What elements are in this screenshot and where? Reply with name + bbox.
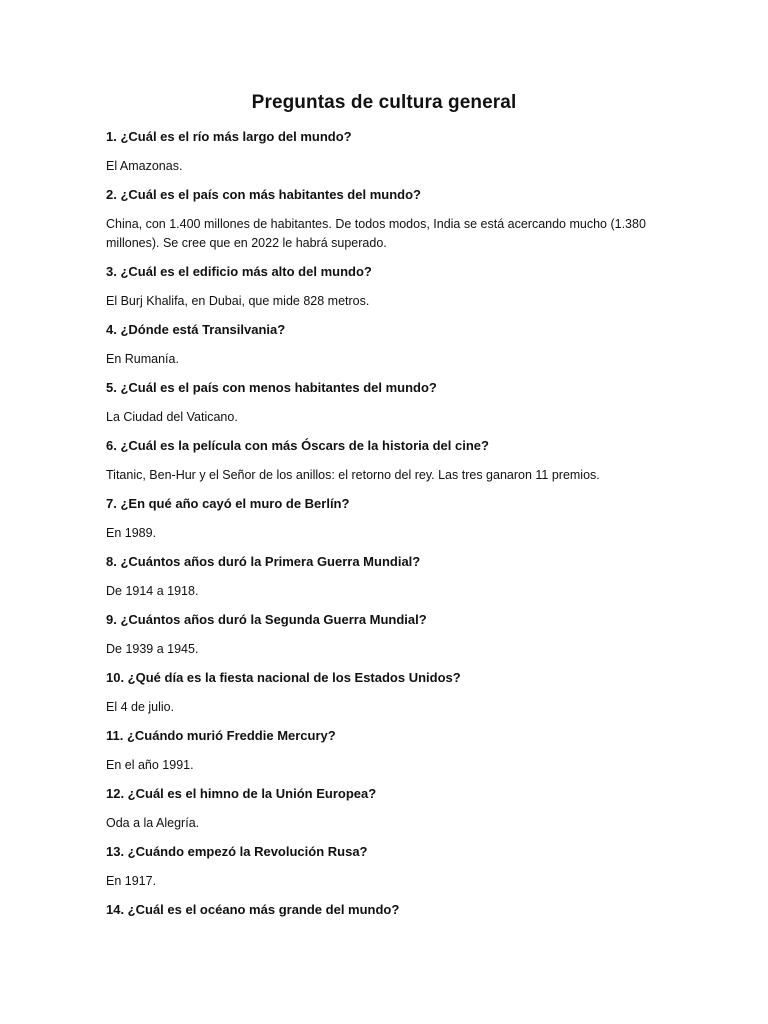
answer-7: En 1989. — [106, 526, 157, 540]
question-11: 11. ¿Cuándo murió Freddie Mercury? — [106, 728, 336, 743]
question-10: 10. ¿Qué día es la fiesta nacional de los Estados Unidos? — [106, 670, 461, 685]
question-2: 2. ¿Cuál es el país con más habitantes del mundo? — [106, 187, 421, 202]
answer-10: El 4 de julio. — [106, 700, 175, 714]
question-7: 7. ¿En qué año cayó el muro de Berlín? — [106, 496, 350, 511]
answer-6: Titanic, Ben-Hur y el Señor de los anillos: el retorno del rey. Las tres ganaron 11 premios. — [106, 468, 600, 482]
answer-3: El Burj Khalifa, en Dubai, que mide 828 metros. — [106, 294, 370, 308]
answer-5: La Ciudad del Vaticano. — [106, 410, 238, 424]
qa-item-13 — [106, 843, 666, 891]
answer-1: El Amazonas. — [106, 159, 183, 173]
qa-item-4 — [106, 321, 666, 369]
question-3: 3. ¿Cuál es el edificio más alto del mundo? — [106, 264, 372, 279]
qa-item-1 — [106, 128, 666, 176]
question-8: 8. ¿Cuántos años duró la Primera Guerra Mundial? — [106, 554, 421, 569]
qa-item-11 — [106, 727, 666, 775]
question-9: 9. ¿Cuántos años duró la Segunda Guerra Mundial? — [106, 612, 427, 627]
qa-item-8 — [106, 553, 666, 601]
qa-item-7 — [106, 495, 666, 543]
qa-item-9 — [106, 611, 666, 659]
question-1: 1. ¿Cuál es el río más largo del mundo? — [106, 129, 352, 144]
question-14: 14. ¿Cuál es el océano más grande del mundo? — [106, 902, 400, 917]
qa-list — [106, 128, 666, 919]
qa-item-6 — [106, 437, 666, 485]
qa-item-2 — [106, 186, 666, 253]
answer-2: China, con 1.400 millones de habitantes. De todos modos, India se está acercando mucho (1.380 millones). Se cree que en 2022 le habrá superado. — [106, 217, 646, 250]
question-5: 5. ¿Cuál es el país con menos habitantes del mundo? — [106, 380, 437, 395]
answer-11: En el año 1991. — [106, 758, 194, 772]
answer-12: Oda a la Alegría. — [106, 816, 200, 830]
question-6: 6. ¿Cuál es la película con más Óscars de la historia del cine? — [106, 438, 489, 453]
qa-item-5 — [106, 379, 666, 427]
question-4: 4. ¿Dónde está Transilvania? — [106, 322, 286, 337]
answer-8: De 1914 a 1918. — [106, 584, 199, 598]
qa-item-12 — [106, 785, 666, 833]
qa-item-3 — [106, 263, 666, 311]
qa-item-10 — [106, 669, 666, 717]
document-title: Preguntas de cultura general — [251, 92, 517, 113]
qa-item-14 — [106, 901, 666, 919]
question-12: 12. ¿Cuál es el himno de la Unión Europea? — [106, 786, 377, 801]
answer-13: En 1917. — [106, 874, 157, 888]
question-13: 13. ¿Cuándo empezó la Revolución Rusa? — [106, 844, 368, 859]
answer-9: De 1939 a 1945. — [106, 642, 199, 656]
answer-4: En Rumanía. — [106, 352, 179, 366]
